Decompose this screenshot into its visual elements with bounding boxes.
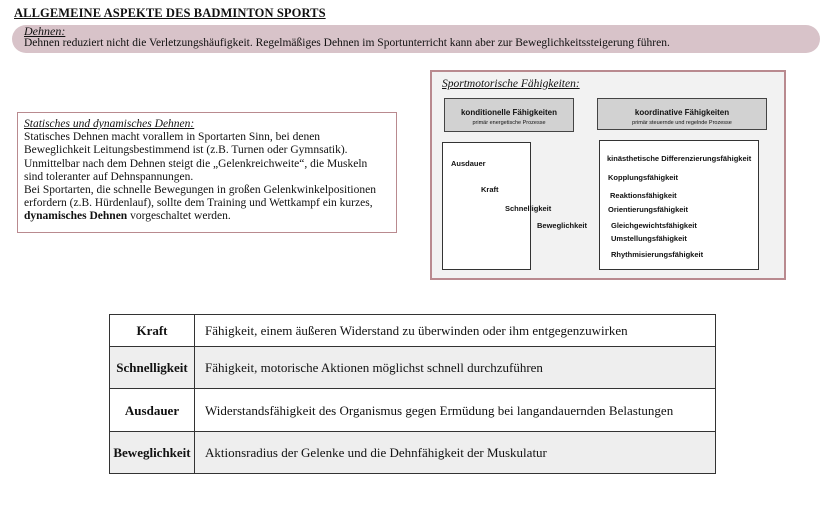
- conditional-title: konditionelle Fähigkeiten: [460, 108, 557, 117]
- static-dynamic-line: Unmittelbar nach dem Dehnen steigt die „Gelenkreichweite“, die Muskeln: [24, 157, 368, 170]
- conditional-item: Kraft: [481, 185, 499, 194]
- static-dynamic-line: Beweglichkeit Leitungsbestimmend ist (z.B. Turnen oder Gymnsatik).: [24, 144, 348, 157]
- table-row: [110, 315, 716, 347]
- static-dynamic-line: Bei Sportarten, die schnelle Bewegungen in großen Gelenkwinkelpositionen: [24, 184, 376, 197]
- static-dynamic-line: sind toleranter auf Dehnspannungen.: [24, 170, 194, 183]
- sportmotor-heading: Sportmotorische Fähigkeiten:: [442, 78, 580, 90]
- coordinative-item: Umstellungsfähigkeit: [611, 234, 687, 243]
- term-cell: Ausdauer: [110, 389, 195, 431]
- static-dynamic-box: [17, 112, 397, 233]
- static-dynamic-heading: Statisches und dynamisches Dehnen:: [24, 118, 195, 130]
- coordinative-title: koordinative Fähigkeiten: [634, 108, 730, 117]
- dynamic-stretching-term: dynamisches Dehnen: [24, 210, 128, 223]
- conditional-subtitle: primär energetische Prozesse: [472, 120, 546, 126]
- page-title: ALLGEMEINE ASPEKTE DES BADMINTON SPORTS: [14, 6, 326, 20]
- definition-cell: Aktionsradius der Gelenke und die Dehnfähigkeit der Muskulatur: [195, 431, 716, 473]
- term-cell: Schnelligkeit: [110, 347, 195, 389]
- static-dynamic-line: Statisches Dehnen macht vorallem in Sportarten Sinn, bei denen: [24, 131, 321, 144]
- conditional-item: Beweglichkeit: [537, 221, 588, 230]
- conditional-item: Schnelligkeit: [505, 204, 552, 213]
- coordinative-item: Reaktionsfähigkeit: [610, 191, 677, 200]
- coordinative-item: Orientierungsfähigkeit: [608, 205, 689, 214]
- table-row: [110, 389, 716, 431]
- coordinative-abilities-header: [597, 98, 767, 130]
- term-cell: Kraft: [110, 315, 195, 347]
- coordinative-item: Kopplungsfähigkeit: [608, 173, 678, 182]
- static-dynamic-line-end: vorgeschaltet werden.: [127, 210, 231, 223]
- coordinative-item: Rhythmisierungsfähigkeit: [611, 250, 704, 259]
- coordinative-item: kinästhetische Differenzierungsfähigkeit: [607, 154, 752, 163]
- definition-cell: Fähigkeit, motorische Aktionen möglichst schnell durchzuführen: [195, 347, 716, 389]
- definition-cell: Fähigkeit, einem äußeren Widerstand zu überwinden oder ihm entgegenzuwirken: [195, 315, 716, 347]
- table-row: [110, 431, 716, 473]
- dehnen-text: Dehnen reduziert nicht die Verletzungshäufigkeit. Regelmäßiges Dehnen im Sportunterricht kann aber zur Beweglichkeitssteigerung führen.: [24, 37, 670, 49]
- conditional-abilities-header: [444, 98, 574, 132]
- definition-cell: Widerstandsfähigkeit des Organismus gegen Ermüdung bei langandauernden Belastungen: [195, 389, 716, 431]
- definitions-table: [109, 314, 716, 474]
- conditional-item: Ausdauer: [451, 159, 486, 168]
- dehnen-heading: Dehnen:: [24, 24, 66, 38]
- term-cell: Beweglichkeit: [110, 431, 195, 473]
- static-dynamic-line: erfordern (z.B. Hürdenlauf), sollte dem Training und Wettkampf ein kurzes,: [24, 197, 373, 210]
- static-dynamic-line: [24, 210, 390, 223]
- table-row: [110, 347, 716, 389]
- coordinative-subtitle: primär steuernde und regelnde Prozesse: [632, 120, 732, 126]
- coordinative-item: Gleichgewichtsfähigkeit: [611, 221, 697, 230]
